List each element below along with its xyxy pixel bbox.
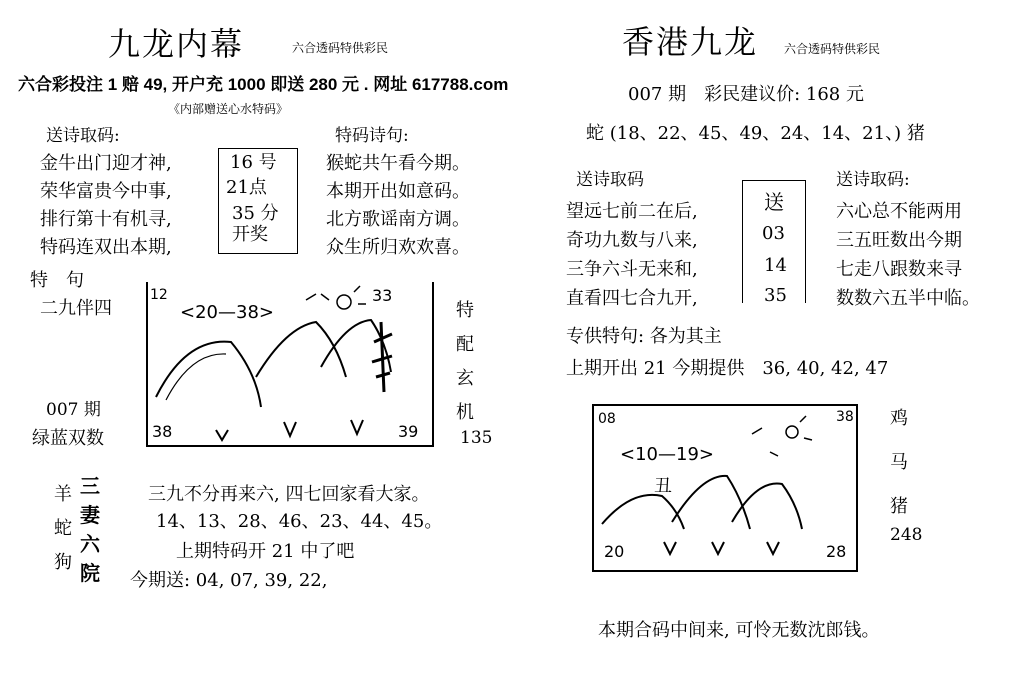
left-subtitle: 《内部赠送心水特码》	[168, 102, 289, 116]
right-snake-line: 蛇 (18、22、45、49、24、14、21、) 猪	[586, 123, 925, 144]
left-side-number: 135	[460, 428, 493, 448]
side-char: 配	[456, 334, 474, 355]
draw-time-line: 16 号	[230, 152, 277, 173]
left-poem-left-heading: 送诗取码:	[46, 126, 120, 146]
animal: 蛇	[54, 518, 72, 539]
left-title-tag: 六合透码特供彩民	[292, 41, 389, 55]
ad-line: 六合彩投注 1 赔 49, 开户充 1000 即送 280 元 . 网址 617788.com	[18, 75, 509, 94]
gift-char: 送	[764, 190, 784, 214]
left-sketch-corner-bl: 38	[152, 422, 173, 441]
right-sketch-corner-bl: 20	[604, 542, 625, 561]
right-poem-line: 三争六斗无来和,	[566, 259, 698, 280]
left-verse: 三九不分再来六, 四七回家看大家。	[148, 484, 430, 505]
left-poem-line: 特码连双出本期,	[40, 237, 172, 258]
left-sketch-corner-tr: 33	[372, 286, 393, 305]
left-poem-line: 北方歌谣南方调。	[326, 209, 470, 230]
right-sketch-corner-tl: 08	[598, 411, 616, 427]
right-footer: 本期合码中间来, 可怜无数沈郎钱。	[598, 620, 880, 641]
draw-time-line: 21点	[226, 177, 267, 198]
right-poem-line: 三五旺数出今期	[836, 230, 962, 251]
side-char: 鸡	[890, 408, 908, 429]
te-ju-text: 二九伴四	[40, 298, 112, 319]
right-poem-right-heading: 送诗取码:	[836, 170, 910, 190]
te-ju-label: 特 句	[30, 270, 84, 291]
right-poem-left-heading: 送诗取码	[576, 170, 644, 190]
left-poem-line: 荣华富贵今中事,	[40, 181, 172, 202]
big-char: 妻	[80, 503, 100, 527]
right-sketch-corner-tr: 38	[836, 409, 854, 425]
side-char: 猪	[890, 496, 908, 517]
gift-number: 14	[764, 255, 787, 276]
right-sketch-drawing	[592, 404, 856, 570]
big-char: 六	[80, 532, 100, 556]
left-sketch-corner-tl: 12	[150, 287, 168, 303]
left-poem-line: 众生所归欢欢喜。	[326, 237, 470, 258]
right-sketch-range: <10—19>	[620, 444, 714, 465]
side-char: 机	[456, 402, 474, 423]
animal: 狗	[54, 552, 72, 573]
left-title: 九龙内幕	[108, 25, 245, 63]
left-poem-line: 本期开出如意码。	[326, 181, 470, 202]
big-char: 三	[80, 474, 100, 498]
side-char: 玄	[456, 368, 474, 389]
right-poem-line: 六心总不能两用	[836, 201, 962, 222]
side-char: 特	[456, 300, 474, 321]
left-poem-line: 猴蛇共午看今期。	[326, 153, 470, 174]
animal: 羊	[54, 484, 72, 505]
left-period: 007 期	[46, 400, 101, 420]
right-period-line: 007 期 彩民建议价: 168 元	[628, 84, 864, 105]
left-poem-right-heading: 特码诗句:	[335, 126, 409, 146]
side-char: 马	[890, 452, 908, 473]
left-today: 今期送: 04, 07, 39, 22,	[130, 570, 328, 591]
gift-number: 03	[762, 223, 785, 244]
right-special-line: 专供特句: 各为其主	[566, 326, 722, 347]
left-sketch-corner-br: 39	[398, 422, 419, 441]
right-poem-line: 数数六五半中临。	[836, 288, 980, 309]
right-sketch-corner-br: 28	[826, 542, 847, 561]
right-title: 香港九龙	[622, 23, 759, 61]
left-poem-line: 金牛出门迎才神,	[40, 153, 172, 174]
big-char: 院	[80, 561, 100, 585]
right-poem-line: 奇功九数与八来,	[566, 230, 698, 251]
right-poem-line: 直看四七合九开,	[566, 288, 698, 309]
left-poem-line: 排行第十有机寻,	[40, 209, 172, 230]
right-poem-line: 七走八跟数来寻	[836, 259, 962, 280]
right-sketch-center-char: 丑	[654, 476, 672, 497]
right-last-line: 上期开出 21 今期提供 36, 40, 42, 47	[566, 358, 889, 379]
left-numbers: 14、13、28、46、23、44、45。	[156, 511, 443, 532]
right-title-tag: 六合透码特供彩民	[784, 42, 881, 56]
right-side-number: 248	[890, 525, 923, 545]
left-last-period: 上期特码开 21 中了吧	[176, 541, 355, 562]
color-tip: 绿蓝双数	[32, 428, 104, 449]
draw-time-line: 35 分	[232, 203, 279, 224]
draw-time-line: 开奖	[232, 224, 268, 245]
left-sketch-range: <20—38>	[180, 302, 274, 323]
gift-number: 35	[764, 285, 787, 306]
right-poem-line: 望远七前二在后,	[566, 201, 698, 222]
